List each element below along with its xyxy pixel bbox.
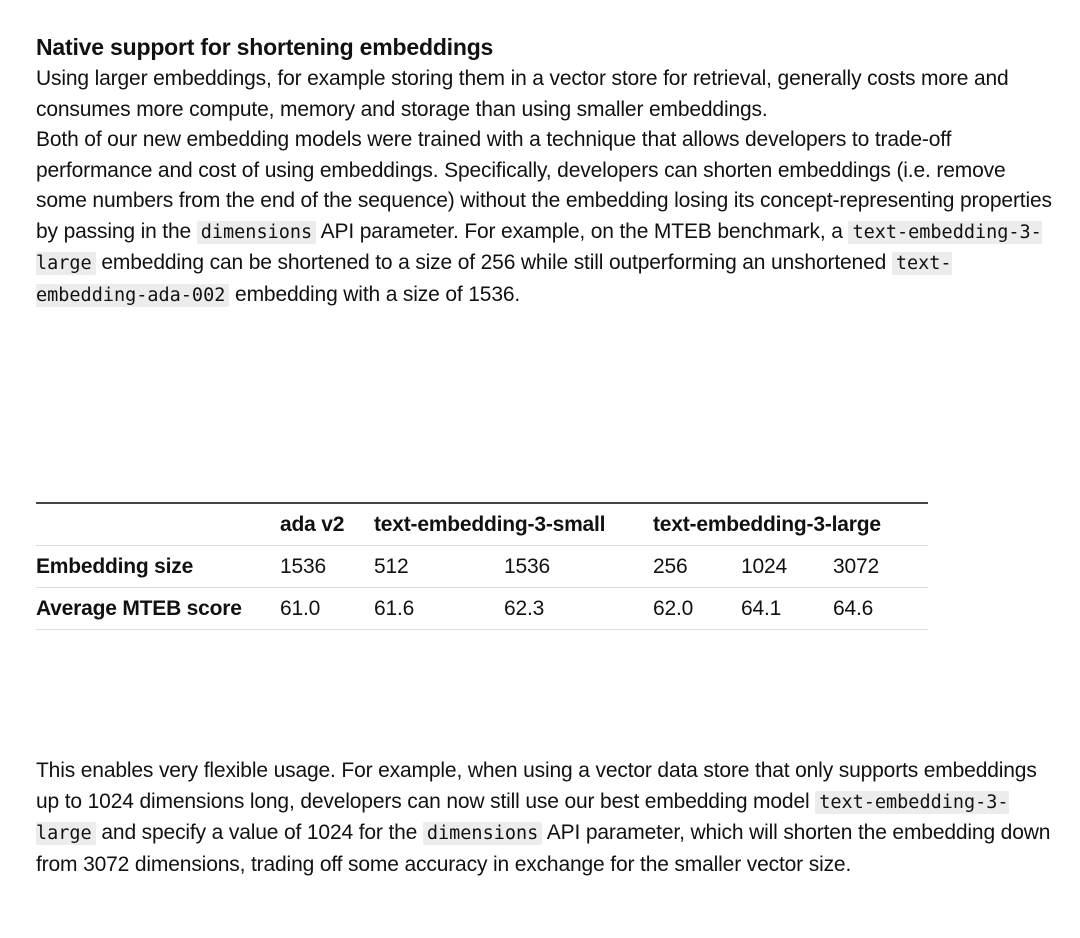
paragraph-usage (36, 756, 1061, 880)
table-cell: 62.3 (504, 588, 653, 630)
inline-code-model-ada: text-embedding-ada-002 (36, 253, 952, 306)
comparison-table-wrapper (36, 502, 928, 630)
table-cell: 512 (374, 546, 504, 588)
text-segment: embedding with a size of 1536. (229, 282, 521, 306)
inline-code-dimensions: dimensions (197, 221, 316, 244)
table-cell: 62.0 (653, 588, 741, 630)
inline-code-model-large: text-embedding-3-large (36, 221, 1042, 274)
article-section (36, 30, 1056, 311)
inline-code-dimensions: dimensions (423, 822, 542, 845)
table-cell: 1536 (504, 546, 653, 588)
table-header-3-small: text-embedding-3-small (374, 503, 653, 546)
article-section-bottom (36, 756, 1061, 880)
table-header-empty (36, 503, 280, 546)
comparison-table (36, 502, 928, 630)
table-cell: 256 (653, 546, 741, 588)
table-header-ada-v2: ada v2 (280, 503, 374, 546)
table-cell: 1536 (280, 546, 374, 588)
table-header-3-large: text-embedding-3-large (653, 503, 928, 546)
table-cell: 61.6 (374, 588, 504, 630)
table-row (36, 546, 928, 588)
inline-code-model-large: text-embedding-3-large (36, 791, 1009, 844)
table-cell: 61.0 (280, 588, 374, 630)
text-segment: and specify a value of 1024 for the (95, 821, 423, 844)
text-segment: This enables very flexible usage. For example, when using a vector data store that only supports embeddings up to 1024 dimensions long, developers can now still use our best embedding model (36, 759, 1037, 813)
table-cell: 1024 (741, 546, 833, 588)
table-cell: 64.6 (833, 588, 928, 630)
section-heading: Native support for shortening embeddings (36, 34, 494, 60)
text-segment: embedding can be shortened to a size of 256 while still outperforming an unshortened (95, 251, 892, 274)
paragraph-intro: Using larger embeddings, for example storing them in a vector store for retrieval, generally costs more and consumes more compute, memory and storage than using smaller embeddings. (36, 67, 1009, 121)
row-label-embedding-size: Embedding size (36, 546, 280, 588)
text-segment: Both of our new embedding models were trained with a technique that allows developers to trade-off performance and cost of using embeddings. Specifically, developers can shorten embeddings (i.e. remove some numbers from the end of the sequence) without the embedding losing its concept-representing properties by passing in the (36, 128, 1052, 243)
row-label-mteb-score: Average MTEB score (36, 588, 280, 630)
table-header-row (36, 503, 928, 546)
text-segment: API parameter, which will shorten the embedding down from 3072 dimensions, trading off some accuracy in exchange for the smaller vector size. (36, 821, 1051, 876)
table-cell: 3072 (833, 546, 928, 588)
text-segment: API parameter. For example, on the MTEB benchmark, a (316, 219, 849, 243)
table-cell: 64.1 (741, 588, 833, 630)
table-row (36, 588, 928, 630)
paragraph-technique (36, 125, 1056, 311)
